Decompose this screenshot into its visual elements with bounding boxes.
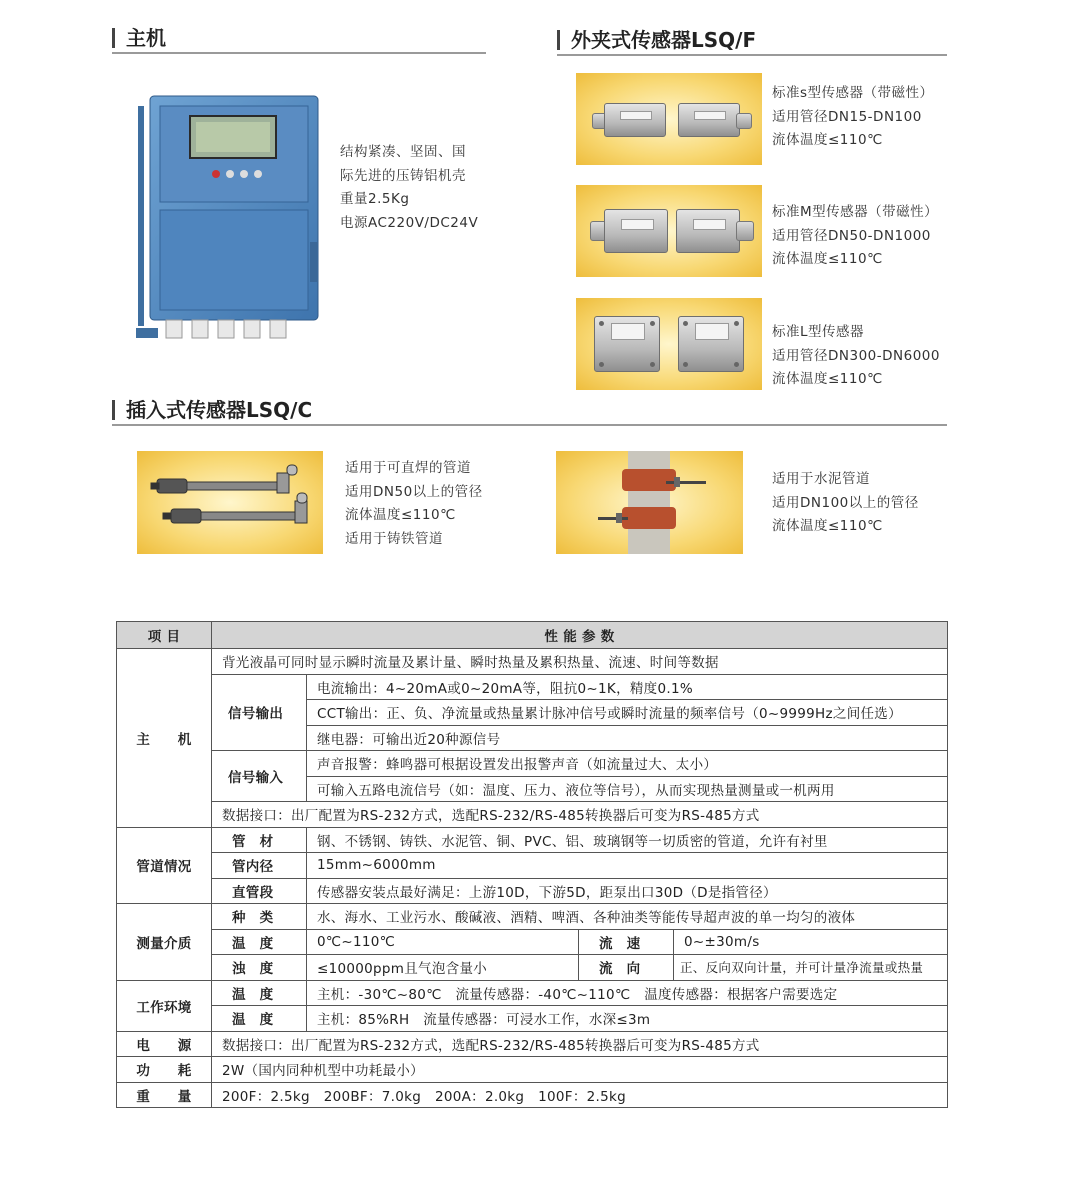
cell-consumption: 2W（国内同种机型中功耗最小） bbox=[212, 1057, 948, 1083]
cable-gland bbox=[736, 221, 754, 241]
cell-medium-kind: 水、海水、工业污水、酸碱液、酒精、啤酒、各种油类等能传导超声波的单一均匀的液体 bbox=[307, 904, 948, 930]
insert-desc-line: 流体温度≤110℃ bbox=[345, 507, 456, 523]
category-consumption: 功 耗 bbox=[117, 1057, 212, 1083]
sub-medium-direction: 流 向 bbox=[579, 955, 674, 981]
spec-table bbox=[116, 621, 948, 1108]
table-row bbox=[117, 853, 948, 879]
sensor-desc-line: 适用管径DN300-DN6000 bbox=[772, 347, 940, 364]
cell-signal-out: 电流输出：4~20mA或0~20mA等，阻抗0~1K，精度0.1% bbox=[307, 674, 948, 700]
sub-medium-turbidity: 浊 度 bbox=[212, 955, 307, 981]
sensor-box bbox=[594, 316, 660, 372]
category-medium: 测量介质 bbox=[117, 904, 212, 981]
sensor-l-image bbox=[576, 298, 762, 390]
concrete-pipe-image bbox=[556, 451, 743, 554]
insert-desc-line: 适用于水泥管道 bbox=[772, 471, 870, 487]
section-title-insert: 插入式传感器LSQ/C bbox=[126, 398, 313, 422]
cell-env-temp: 主机：-30℃~80℃ 流量传感器：-40℃~110℃ 温度传感器：根据客户需要选定 bbox=[307, 980, 948, 1006]
table-row bbox=[117, 827, 948, 853]
sub-signal-in: 信号输入 bbox=[212, 751, 307, 802]
section-heading-host bbox=[112, 22, 486, 54]
sensor-desc-line: 流体温度≤110℃ bbox=[772, 371, 883, 387]
cell-weight: 200F：2.5kg 200BF：7.0kg 200A：2.0kg 100F：2.5kg bbox=[212, 1082, 948, 1108]
cell-host-display: 背光液晶可同时显示瞬时流量及累计量、瞬时热量及累积热量、流速、时间等数据 bbox=[212, 649, 948, 675]
table-row bbox=[117, 1082, 948, 1108]
category-weight: 重 量 bbox=[117, 1082, 212, 1108]
sub-pipe-material: 管 材 bbox=[212, 827, 307, 853]
section-title-clamp: 外夹式传感器LSQ/F bbox=[571, 28, 757, 52]
table-row bbox=[117, 1006, 948, 1032]
sub-env-temp: 温 度 bbox=[212, 980, 307, 1006]
sub-medium-speed: 流 速 bbox=[579, 929, 674, 955]
insert-right-description bbox=[772, 468, 919, 539]
cell-pipe-diameter: 15mm~6000mm bbox=[307, 853, 948, 879]
cell-env-humidity: 主机：85%RH 流量传感器：可浸水工作，水深≤3m bbox=[307, 1006, 948, 1032]
table-row bbox=[117, 929, 948, 955]
sensor-desc-line: 标准s型传感器（带磁性） bbox=[772, 85, 934, 101]
category-power: 电 源 bbox=[117, 1031, 212, 1057]
sensor-desc-line: 流体温度≤110℃ bbox=[772, 132, 883, 148]
sub-env-humidity: 温 度 bbox=[212, 1006, 307, 1032]
cell-signal-in: 可输入五路电流信号（如：温度、压力、液位等信号），从而实现热量测量或一机两用 bbox=[307, 776, 948, 802]
category-environment: 工作环境 bbox=[117, 980, 212, 1031]
sensor-desc-line: 适用管径DN50-DN1000 bbox=[772, 227, 931, 244]
table-row bbox=[117, 649, 948, 675]
cable-gland bbox=[736, 113, 752, 129]
sensor-desc-line: 适用管径DN15-DN100 bbox=[772, 108, 922, 125]
sensor-m-image bbox=[576, 185, 762, 277]
sensor-s-description bbox=[772, 82, 934, 153]
insert-desc-line: 适用DN100以上的管径 bbox=[772, 494, 919, 511]
heading-bar bbox=[112, 28, 115, 48]
sub-signal-out: 信号输出 bbox=[212, 674, 307, 751]
cell-data-port: 数据接口：出厂配置为RS-232方式，选配RS-232/RS-485转换器后可变为RS-485方式 bbox=[212, 802, 948, 828]
table-row bbox=[117, 878, 948, 904]
host-desc-line: 重量2.5Kg bbox=[340, 191, 410, 207]
host-device-image bbox=[130, 92, 326, 346]
cell-power: 数据接口：出厂配置为RS-232方式，选配RS-232/RS-485转换器后可变为RS-485方式 bbox=[212, 1031, 948, 1057]
sub-medium-temp: 温 度 bbox=[212, 929, 307, 955]
sub-straight-pipe: 直管段 bbox=[212, 878, 307, 904]
insert-desc-line: 适用于铸铁管道 bbox=[345, 530, 443, 547]
insert-desc-line: 适用于可直焊的管道 bbox=[345, 460, 471, 476]
table-row bbox=[117, 904, 948, 930]
sub-pipe-diameter: 管内径 bbox=[212, 853, 307, 879]
cell-medium-temp: 0℃~110℃ bbox=[307, 929, 579, 955]
table-row bbox=[117, 980, 948, 1006]
insert-desc-line: 流体温度≤110℃ bbox=[772, 518, 883, 534]
cell-signal-in: 声音报警：蜂鸣器可根据设置发出报警声音（如流量过大、太小） bbox=[307, 751, 948, 777]
sensor-box bbox=[678, 103, 740, 137]
category-host: 主 机 bbox=[117, 649, 212, 828]
table-row bbox=[117, 955, 948, 981]
sensor-s-image bbox=[576, 73, 762, 165]
cell-pipe-material: 钢、不锈钢、铸铁、水泥管、铜、PVC、铝、玻璃钢等一切质密的管道，允许有衬里 bbox=[307, 827, 948, 853]
sensor-desc-line: 标准M型传感器（带磁性） bbox=[772, 204, 939, 220]
sensor-box bbox=[676, 209, 740, 253]
host-desc-line: 电源AC220V/DC24V bbox=[340, 214, 479, 231]
sensor-box bbox=[678, 316, 744, 372]
sensor-desc-line: 流体温度≤110℃ bbox=[772, 251, 883, 267]
table-row bbox=[117, 674, 948, 700]
table-row bbox=[117, 802, 948, 828]
table-row bbox=[117, 751, 948, 777]
sensor-m-description bbox=[772, 201, 938, 272]
cell-signal-out: CCT输出：正、负、净流量或热量累计脉冲信号或瞬时流量的频率信号（0~9999Hz之间任选） bbox=[307, 700, 948, 726]
insert-sensor-image bbox=[137, 451, 323, 554]
section-title-host: 主机 bbox=[126, 26, 166, 50]
host-desc-line: 结构紧凑、坚固、国 bbox=[340, 144, 466, 160]
insert-left-description bbox=[345, 457, 483, 551]
table-header-row bbox=[117, 622, 948, 649]
section-heading-clamp bbox=[557, 24, 947, 56]
cell-medium-direction: 正、反向双向计量，并可计量净流量或热量 bbox=[674, 955, 948, 981]
heading-bar bbox=[112, 400, 115, 420]
table-row bbox=[117, 1031, 948, 1057]
sensor-box bbox=[604, 103, 666, 137]
heading-bar bbox=[557, 30, 560, 50]
header-item: 项 目 bbox=[117, 622, 212, 649]
insert-desc-line: 适用DN50以上的管径 bbox=[345, 483, 483, 500]
cell-straight-pipe: 传感器安装点最好满足：上游10D，下游5D，距泵出口30D（D是指管径） bbox=[307, 878, 948, 904]
section-heading-insert bbox=[112, 394, 947, 426]
cell-signal-out: 继电器：可输出近20种源信号 bbox=[307, 725, 948, 751]
table-row bbox=[117, 1057, 948, 1083]
sensor-box bbox=[604, 209, 668, 253]
sensor-desc-line: 标准L型传感器 bbox=[772, 324, 865, 340]
sensor-l-description bbox=[772, 321, 940, 392]
cell-medium-speed: 0~±30m/s bbox=[674, 929, 948, 955]
category-pipe: 管道情况 bbox=[117, 827, 212, 904]
host-description bbox=[340, 141, 478, 235]
sub-medium-kind: 种 类 bbox=[212, 904, 307, 930]
header-params: 性 能 参 数 bbox=[212, 622, 948, 649]
cell-medium-turbidity: ≤10000ppm且气泡含量小 bbox=[307, 955, 579, 981]
host-desc-line: 际先进的压铸铝机壳 bbox=[340, 167, 466, 184]
